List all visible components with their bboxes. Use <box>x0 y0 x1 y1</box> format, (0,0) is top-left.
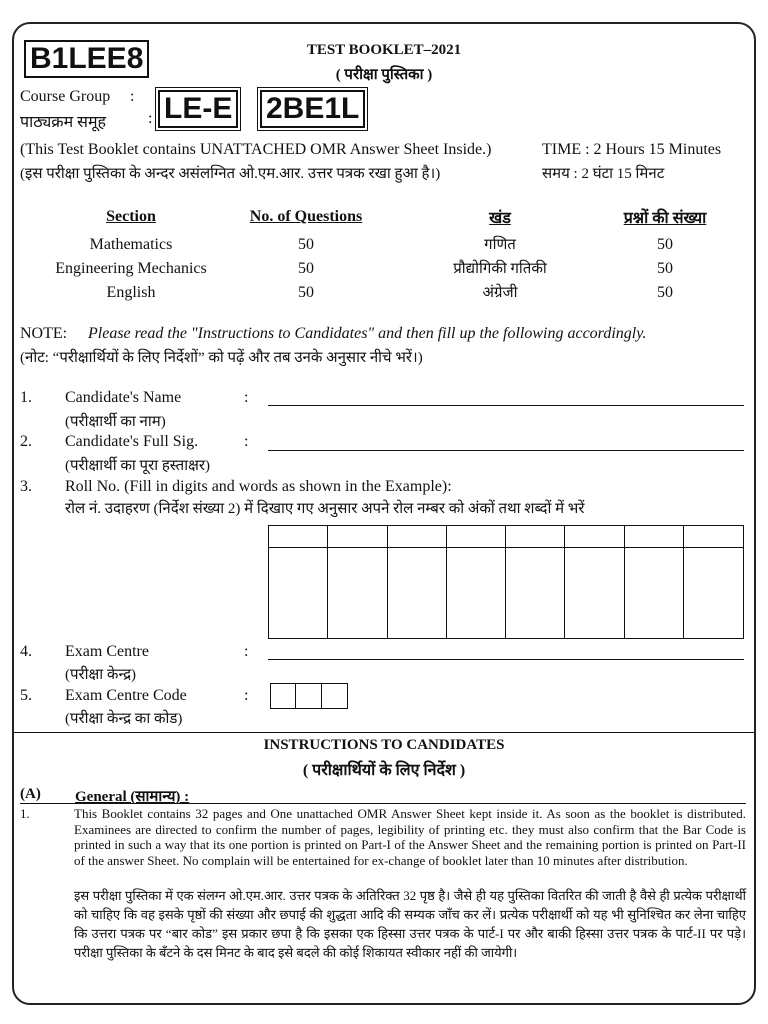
roll-word-cell[interactable] <box>506 548 565 638</box>
section-row-name-hindi: प्रौद्योगिकी गतिकी <box>453 261 547 277</box>
roll-digit-cell[interactable] <box>565 526 624 547</box>
field-number: 1. <box>20 389 32 406</box>
roll-digit-cell[interactable] <box>506 526 565 547</box>
section-divider <box>14 732 754 733</box>
candidate-name-label-hindi: (परीक्षार्थी का नाम) <box>65 414 166 430</box>
instructions-section-title: General (सामान्य) : <box>75 789 190 805</box>
time-allowed: TIME : 2 Hours 15 Minutes <box>542 141 722 158</box>
field-colon: : <box>244 643 249 660</box>
roll-number-words-row[interactable] <box>268 547 744 639</box>
roll-digit-cell[interactable] <box>328 526 387 547</box>
booklet-title: TEST BOOKLET–2021 <box>306 42 462 58</box>
section-row-name-hindi: गणित <box>484 237 516 253</box>
booklet-code: B1LEE8 <box>24 40 149 78</box>
roll-word-cell[interactable] <box>328 548 387 638</box>
field-colon: : <box>244 687 249 704</box>
roll-word-cell[interactable] <box>269 548 328 638</box>
note-text-hindi: (नोट: “परीक्षार्थियों के लिए निर्देशों” को पढ़ें और तब उनके अनुसार नीचे भरें।) <box>20 350 423 366</box>
questions-header-hindi: प्रश्नों की संख्या <box>623 210 707 227</box>
exam-centre-code-boxes[interactable] <box>270 683 348 709</box>
instructions-title: INSTRUCTIONS TO CANDIDATES <box>263 737 505 753</box>
field-colon: : <box>244 433 249 450</box>
centre-code-cell[interactable] <box>271 684 296 708</box>
field-number: 3. <box>20 478 32 495</box>
course-code-2: 2BE1L <box>260 90 365 128</box>
exam-centre-code-label-hindi: (परीक्षा केन्द्र का कोड) <box>65 711 183 727</box>
roll-number-label: Roll No. (Fill in digits and words as shown in the Example): <box>65 478 452 495</box>
field-colon: : <box>244 389 249 406</box>
roll-number-label-hindi: रोल नं. उदाहरण (निर्देश संख्या 2) में दिखाए गए अनुसार अपने रोल नम्बर को अंकों तथा शब्दों में भरें <box>65 501 585 517</box>
omr-note: (This Test Booklet contains UNATTACHED OMR Answer Sheet Inside.) <box>20 141 492 158</box>
instructions-title-hindi: ( परीक्षार्थियों के लिए निर्देश ) <box>302 762 466 779</box>
section-row-name: Mathematics <box>89 236 173 253</box>
section-row-name: Engineering Mechanics <box>55 260 207 277</box>
centre-code-cell[interactable] <box>322 684 347 708</box>
note-text: Please read the "Instructions to Candidates" and then fill up the following accordingly. <box>88 325 647 342</box>
roll-word-cell[interactable] <box>447 548 506 638</box>
field-number: 5. <box>20 687 32 704</box>
roll-digit-cell[interactable] <box>447 526 506 547</box>
roll-word-cell[interactable] <box>388 548 447 638</box>
section-row-count: 50 <box>298 260 314 277</box>
centre-code-cell[interactable] <box>296 684 321 708</box>
section-row-count: 50 <box>298 284 314 301</box>
exam-centre-input-line[interactable] <box>268 659 744 660</box>
section-row-count-hindi: 50 <box>657 236 673 253</box>
section-row-count: 50 <box>298 236 314 253</box>
section-row-name-hindi: अंग्रेजी <box>482 285 518 301</box>
instruction-item-number: 1. <box>20 806 30 821</box>
section-header: Section <box>106 208 156 225</box>
course-code-1: LE-E <box>158 90 238 128</box>
exam-centre-label: Exam Centre <box>65 643 149 660</box>
course-group-label-hindi: पाठ्यक्रम समूह <box>20 114 107 131</box>
roll-digit-cell[interactable] <box>684 526 743 547</box>
exam-centre-code-label: Exam Centre Code <box>65 687 187 704</box>
course-group-colon-2: : <box>148 110 153 127</box>
candidate-signature-label-hindi: (परीक्षार्थी का पूरा हस्ताक्षर) <box>65 458 210 474</box>
questions-header: No. of Questions <box>249 208 363 225</box>
omr-note-hindi: (इस परीक्षा पुस्तिका के अन्दर असंलग्नित ओ.एम.आर. उत्तर पत्रक रखा हुआ है।) <box>20 166 441 182</box>
instructions-section-label: (A) <box>20 786 41 802</box>
roll-word-cell[interactable] <box>625 548 684 638</box>
roll-digit-cell[interactable] <box>625 526 684 547</box>
section-row-name: English <box>106 284 156 301</box>
field-number: 4. <box>20 643 32 660</box>
instruction-item-text: This Booklet contains 32 pages and One unattached OMR Answer Sheet kept inside it. As soon as the booklet is distributed. Examinees are directed to confirm the number of pages, legibility of printing etc. they must also confirm that the Bar Code is printed in such a way that its one portion is printed on Part-I of the Answer Sheet and the remaining portion is printed on Part-II of the answer Sheet. No complain will be entertained for ex-change of booklet later than 10 minutes after distribution. <box>74 806 746 868</box>
instructions-section-rule <box>20 803 746 804</box>
course-group-label: Course Group <box>20 88 111 105</box>
booklet-title-hindi: ( परीक्षा पुस्तिका ) <box>335 67 433 83</box>
field-number: 2. <box>20 433 32 450</box>
candidate-name-input-line[interactable] <box>268 405 744 406</box>
section-row-count-hindi: 50 <box>657 284 673 301</box>
roll-word-cell[interactable] <box>565 548 624 638</box>
time-allowed-hindi: समय : 2 घंटा 15 मिनट <box>542 166 665 182</box>
course-group-colon: : <box>130 88 135 105</box>
exam-centre-label-hindi: (परीक्षा केन्द्र) <box>65 667 137 683</box>
note-label: NOTE: <box>20 325 68 342</box>
candidate-signature-label: Candidate's Full Sig. <box>65 433 199 450</box>
candidate-signature-input-line[interactable] <box>268 450 744 451</box>
section-row-count-hindi: 50 <box>657 260 673 277</box>
roll-number-digits-row[interactable] <box>268 525 744 547</box>
roll-digit-cell[interactable] <box>388 526 447 547</box>
roll-digit-cell[interactable] <box>269 526 328 547</box>
section-header-hindi: खंड <box>489 210 511 227</box>
candidate-name-label: Candidate's Name <box>65 389 182 406</box>
roll-word-cell[interactable] <box>684 548 743 638</box>
instruction-item-text-hindi: इस परीक्षा पुस्तिका में एक संलग्न ओ.एम.आर. उत्तर पत्रक के अतिरिक्त 32 पृष्ठ है। जैसे ही यह पुस्तिका वितरित की जाती है वैसे ही प्रत्येक परीक्षार्थी को चाहिए कि वह इसके पृष्ठों की संख्या और छपाई की शुद्धता आदि की सम्यक जाँच कर लें। प्रत्येक परीक्षार्थी को यह भी सुनिश्चित कर लेना चाहिए कि उत्तरा पत्रक पर “बार कोड” इस प्रकार छपा है कि इसका एक हिस्सा उत्तर पत्रक के पार्ट-I पर और बाकी हिस्सा उत्तर पत्रक के पार्ट-II पर पड़े। परीक्षा पुस्तिका के बँटने के दस मिनट के बाद इसे बदले की कोई शिकायत स्वीकार नहीं की जायेगी। <box>74 888 746 960</box>
